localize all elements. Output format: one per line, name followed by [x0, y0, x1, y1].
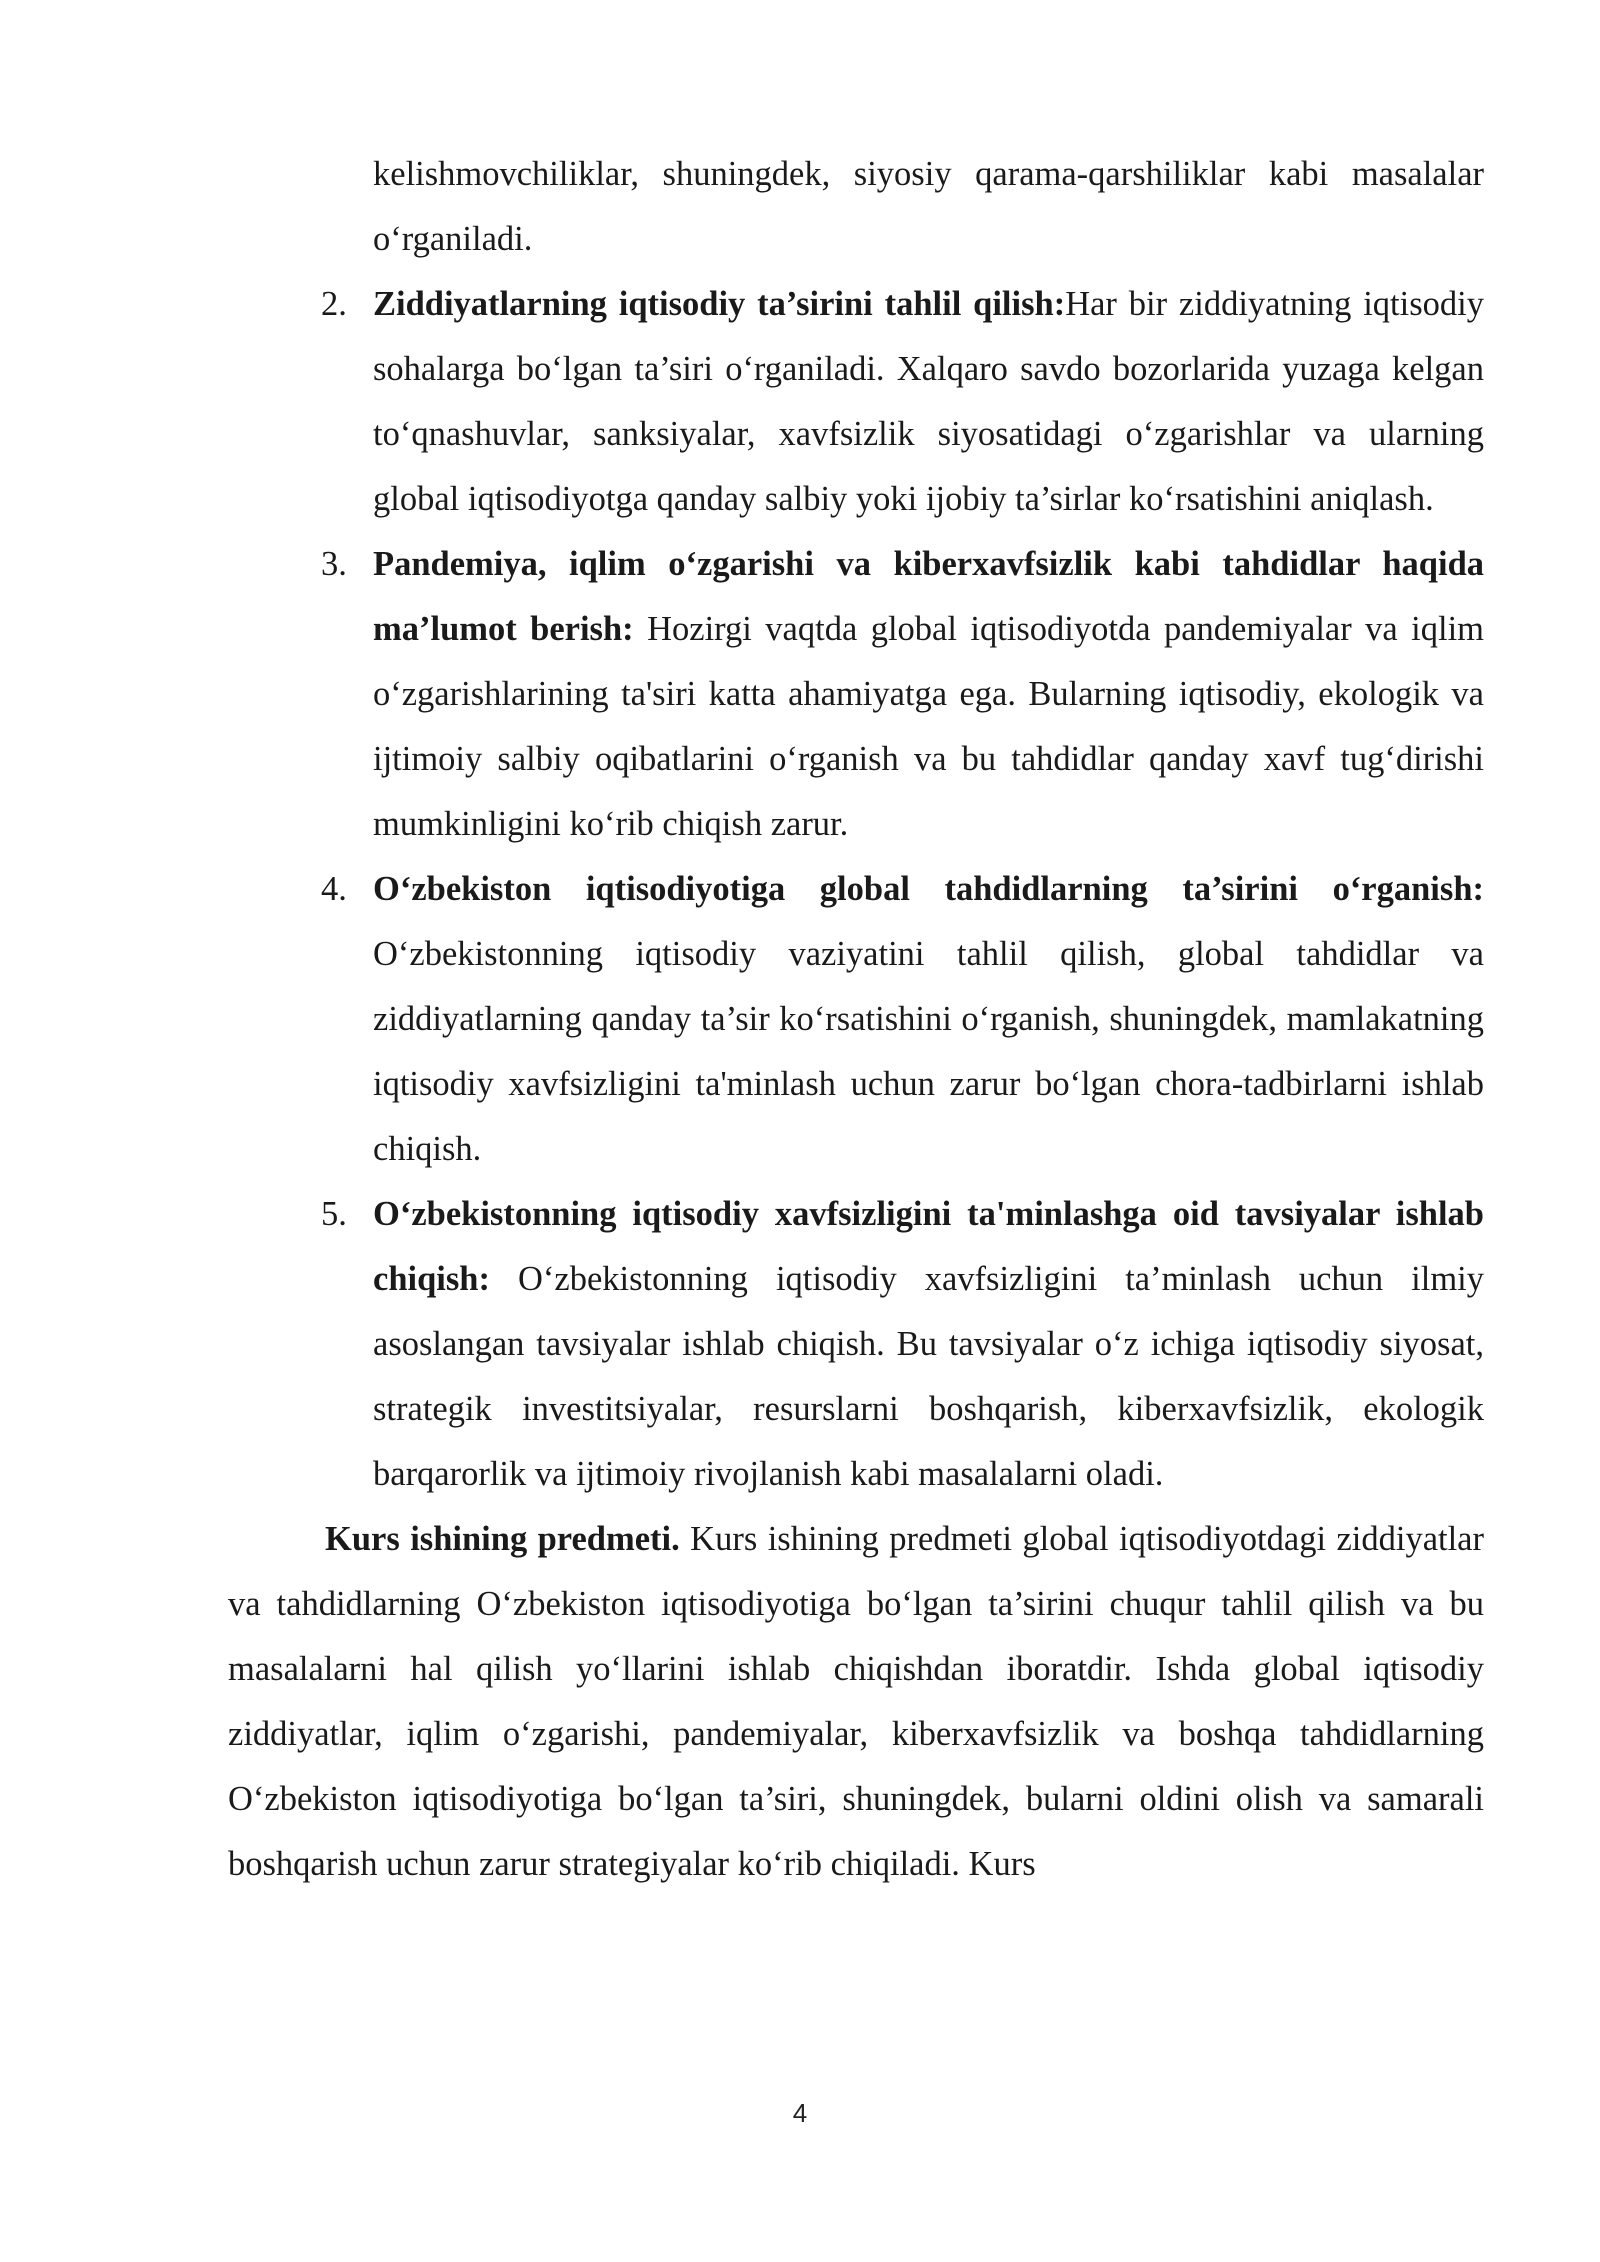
list-item-text: O‘zbekistonning iqtisodiy vaziyatini tahlil qilish, global tahdidlar va ziddiyatlarning qanday ta’sir ko‘rsatishini o‘rganish, shuningdek, mamlakatning iqtisodiy xavfsizligini ta'minlash uchun zarur bo‘lgan chora-tadbirlarni ishlab chiqish. — [373, 935, 1484, 1168]
page-body — [228, 142, 1484, 1897]
list-item-text: Hozirgi vaqtda global iqtisodiyotda pandemiyalar va iqlim o‘zgarishlarining ta'siri katta ahamiyatga ega. Bularning iqtisodiy, ekologik va ijtimoiy salbiy oqibatlarini o‘rganish va bu tahdidlar qanday xavf tug‘dirishi mumkinligini ko‘rib chiqish zarur. — [373, 610, 1484, 843]
list-item-heading: Pandemiya, iqlim o‘zgarishi va kiberxavfsizlik kabi tahdidlar haqida ma’lumot berish: — [373, 545, 1484, 648]
list-item-text: O‘zbekistonning iqtisodiy xavfsizligini ta’minlash uchun ilmiy asoslangan tavsiyalar ishlab chiqish. Bu tavsiyalar o‘z ichiga iqtisodiy siyosat, strategik investitsiyalar, resurslarni boshqarish, kiberxavfsizlik, ekologik barqarorlik va ijtimoiy rivojlanish kabi masalalarni oladi. — [373, 1260, 1484, 1493]
list-item-heading: O‘zbekiston iqtisodiyotiga global tahdidlarning ta’sirini o‘rganish: — [373, 870, 1484, 908]
list-item — [321, 532, 1484, 857]
list-item — [321, 1182, 1484, 1507]
list-item — [321, 857, 1484, 1182]
continuation-paragraph: kelishmovchiliklar, shuningdek, siyosiy qarama-qarshiliklar kabi masalalar o‘rganiladi. — [373, 155, 1484, 258]
subject-heading: Kurs ishining predmeti. — [325, 1520, 680, 1558]
page-number: 4 — [792, 2098, 808, 2128]
list-item-number: 2. — [321, 285, 347, 323]
list-item-heading: Ziddiyatlarning iqtisodiy ta’sirini tahlil qilish: — [373, 285, 1066, 323]
subject-paragraph — [228, 1507, 1484, 1897]
list-item-text: Har bir ziddiyatning iqtisodiy sohalarga bo‘lgan ta’siri o‘rganiladi. Xalqaro savdo bozorlarida yuzaga kelgan to‘qnashuvlar, sanksiyalar, xavfsizlik siyosatidagi o‘zgarishlar va ularning global iqtisodiyotga qanday salbiy yoki ijobiy ta’sirlar ko‘rsatishini aniqlash. — [373, 285, 1484, 518]
list-item-number: 5. — [321, 1195, 347, 1233]
list-item-number: 4. — [321, 870, 347, 908]
list-item-heading: O‘zbekistonning iqtisodiy xavfsizligini ta'minlashga oid tavsiyalar ishlab chiqish: — [373, 1195, 1484, 1298]
objectives-list — [228, 272, 1484, 1507]
subject-text: Kurs ishining predmeti global iqtisodiyotdagi ziddiyatlar va tahdidlarning O‘zbekiston iqtisodiyotiga bo‘lgan ta’sirini chuqur tahlil qilish va bu masalalarni hal qilish yo‘llarini ishlab chiqishdan iboratdir. Ishda global iqtisodiy ziddiyatlar, iqlim o‘zgarishi, pandemiyalar, kiberxavfsizlik va boshqa tahdidlarning O‘zbekiston iqtisodiyotiga bo‘lgan ta’siri, shuningdek, bularni oldini olish va samarali boshqarish uchun zarur strategiyalar ko‘rib chiqiladi. Kurs — [228, 1520, 1484, 1883]
list-item — [321, 272, 1484, 532]
list-item-number: 3. — [321, 545, 347, 583]
